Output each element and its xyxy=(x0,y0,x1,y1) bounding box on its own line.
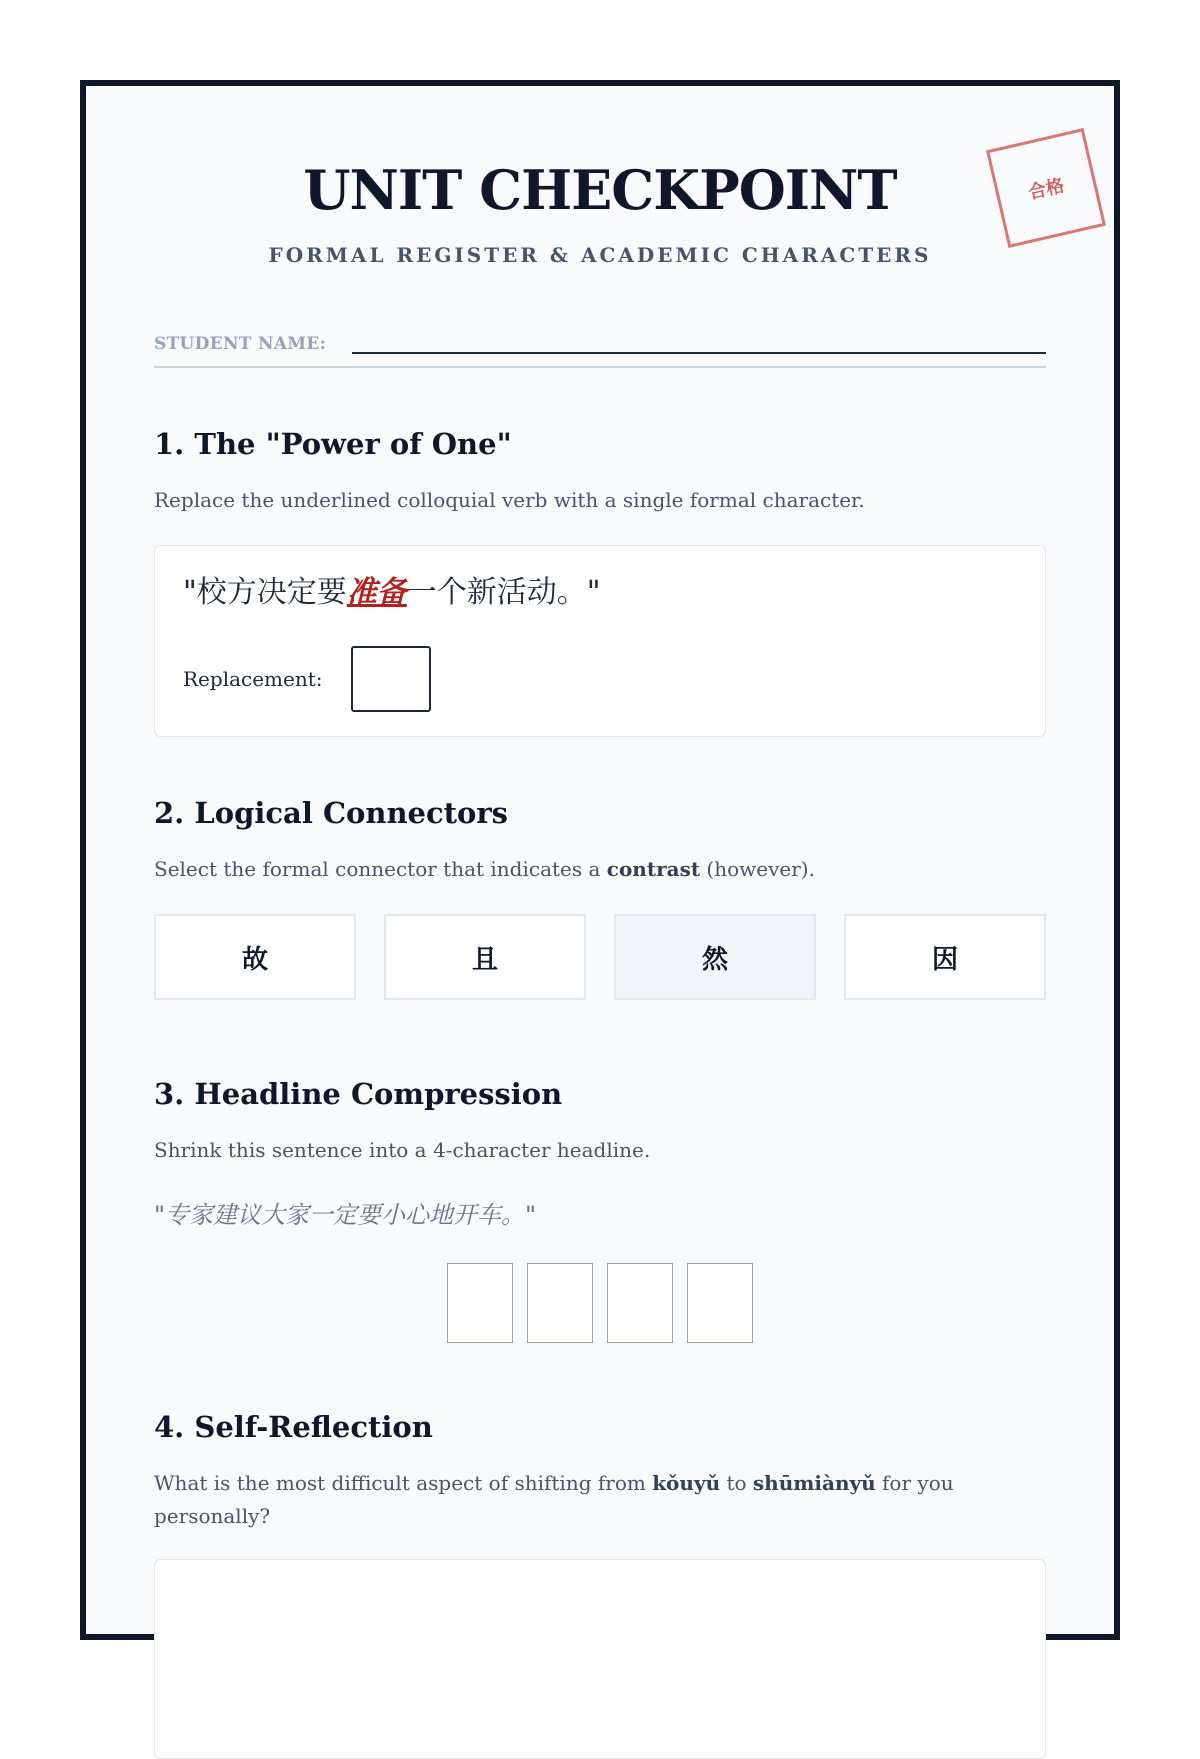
char-input-box[interactable] xyxy=(527,1263,593,1343)
question-2-instructions xyxy=(154,853,1046,886)
char-input-box[interactable] xyxy=(607,1263,673,1343)
connector-option-selected[interactable]: 然 xyxy=(614,914,816,1000)
question-4-instructions xyxy=(154,1467,1046,1533)
headline-char-boxes xyxy=(154,1263,1046,1343)
reflection-answer-area[interactable] xyxy=(154,1559,1046,1759)
sentence-after: 一个新活动。" xyxy=(406,575,601,610)
char-input-box[interactable] xyxy=(447,1263,513,1343)
replacement-input-box[interactable] xyxy=(351,646,431,712)
question-2-title: 2. Logical Connectors xyxy=(154,796,509,830)
example-sentence xyxy=(183,570,1017,616)
student-name-row xyxy=(154,332,1046,368)
emphasis-contrast: contrast xyxy=(606,857,701,881)
student-name-label: STUDENT NAME: xyxy=(154,334,327,354)
question-4-title: 4. Self-Reflection xyxy=(154,1410,433,1444)
student-name-field[interactable] xyxy=(352,332,1046,354)
instructions-text: to xyxy=(720,1471,753,1495)
term-shumianyu: shūmiànyǔ xyxy=(752,1471,876,1495)
instructions-text: Select the formal connector that indicates a xyxy=(154,857,607,881)
question-1-instructions: Replace the underlined colloquial verb with a single formal character. xyxy=(154,488,865,512)
stamp-text: 合格 xyxy=(1026,175,1067,204)
underlined-verb: 准备 xyxy=(346,575,407,610)
instructions-text-end: (however). xyxy=(700,857,815,881)
char-input-box[interactable] xyxy=(687,1263,753,1343)
question-3-title: 3. Headline Compression xyxy=(154,1077,563,1111)
connector-option[interactable]: 且 xyxy=(384,914,586,1000)
instructions-text: for you personally? xyxy=(154,1471,954,1528)
page-subtitle: FORMAL REGISTER & ACADEMIC CHARACTERS xyxy=(268,243,932,267)
connector-option[interactable]: 故 xyxy=(154,914,356,1000)
source-sentence: "专家建议大家一定要小心地开车。" xyxy=(154,1201,537,1229)
page-title: UNIT CHECKPOINT xyxy=(303,158,897,222)
question-3 xyxy=(154,1076,1046,1343)
replacement-row xyxy=(183,646,1017,712)
question-2 xyxy=(154,795,1046,1000)
replacement-label: Replacement: xyxy=(183,667,323,691)
question-4 xyxy=(154,1409,1046,1759)
instructions-text: What is the most difficult aspect of shifting from xyxy=(154,1471,653,1495)
question-1-card xyxy=(154,545,1046,737)
worksheet-header xyxy=(154,86,1067,268)
connector-option[interactable]: 因 xyxy=(844,914,1046,1000)
question-3-instructions: Shrink this sentence into a 4-character headline. xyxy=(154,1138,651,1162)
question-1-title: 1. The "Power of One" xyxy=(154,427,512,461)
pass-stamp xyxy=(986,128,1106,248)
question-1 xyxy=(154,426,1046,737)
term-kouyu: kǒuyǔ xyxy=(652,1471,721,1495)
worksheet xyxy=(80,80,1120,1640)
sentence-before: "校方决定要 xyxy=(183,575,347,610)
connector-options xyxy=(154,914,1046,1000)
